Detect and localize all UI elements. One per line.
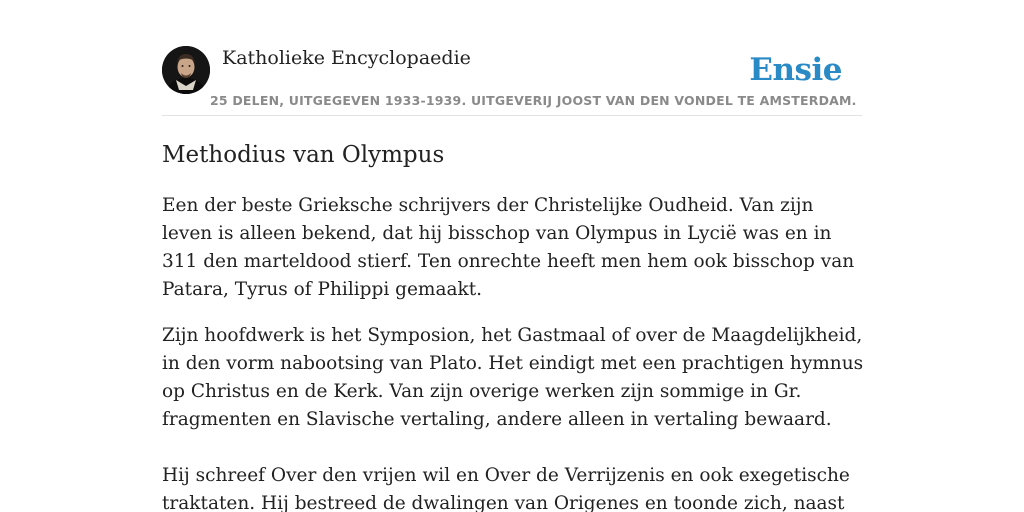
article: [162, 140, 867, 512]
publication-title[interactable]: Katholieke Encyclopaedie: [222, 47, 471, 69]
brand-logo-link[interactable]: Ensie: [749, 52, 842, 88]
publication-subtitle: 25 DELEN, UITGEGEVEN 1933-1939. UITGEVERIJ JOOST VAN DEN VONDEL TE AMSTERDAM.: [210, 93, 857, 108]
article-title: Methodius van Olympus: [162, 142, 445, 168]
portrait-avatar-icon[interactable]: [162, 46, 210, 94]
article-paragraph: Zijn hoofdwerk is het Symposion, het Gastmaal of over de Maagdelijkheid, in den vorm nabootsing van Plato. Het eindigt met een prachtigen hymnus op Christus en de Kerk. Van zijn overige werken zijn sommige in Gr. fragmenten en Slavische vertaling, andere alleen in vertaling bewaard.: [162, 325, 864, 430]
article-paragraph: Een der beste Grieksche schrijvers der Christelijke Oudheid. Van zijn leven is alleen bekend, dat hij bisschop van Olympus in Lycië was en in 311 den marteldood stierf. Ten onrechte heeft men hem ook bisschop van Patara, Tyrus of Philippi gemaakt.: [162, 195, 855, 300]
page-header: [162, 46, 862, 116]
article-paragraph: Hij schreef Over den vrijen wil en Over de Verrijzenis en ook exegetische traktaten. Hij bestreed de dwalingen van Origenes en toonde zich, naast: [162, 465, 850, 512]
